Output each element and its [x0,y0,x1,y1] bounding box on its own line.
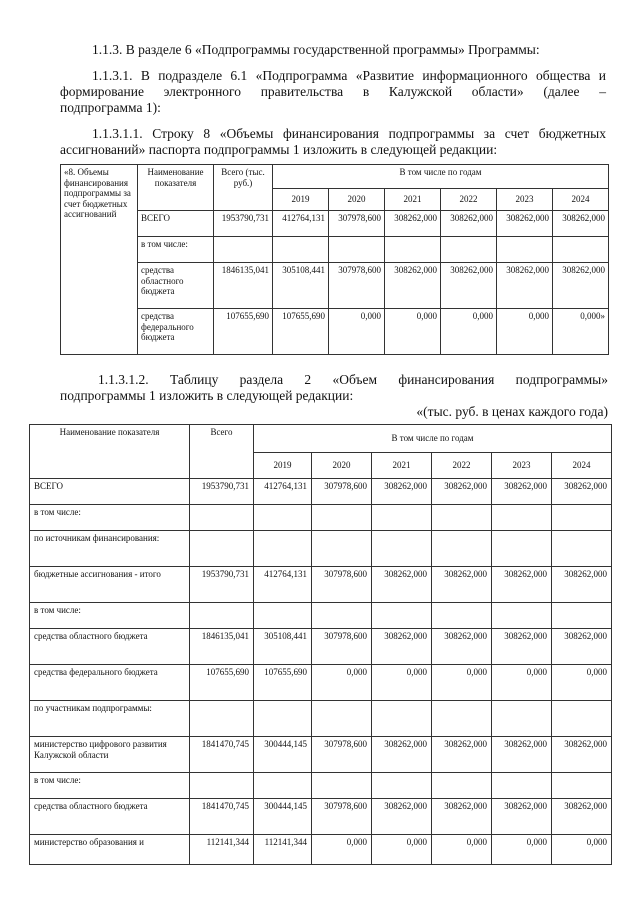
year-header: 2021 [385,189,441,211]
row-name: министерство образования и [30,835,190,865]
row-total [190,531,254,567]
row-name: в том числе: [138,237,214,263]
header-years: В том числе по годам [254,425,612,453]
table-row [30,701,612,737]
cell: 308262,000 [372,567,432,603]
cell [432,773,492,799]
cell: 307978,600 [329,211,385,237]
paragraph-1-1-3-1 [60,68,606,116]
cell [553,237,609,263]
table-row [30,773,612,799]
cell: 0,000 [385,309,441,355]
cell: 308262,000 [385,263,441,309]
cell: 308262,000 [492,567,552,603]
paragraph-line: подпрограммы 1 изложить в следующей редакции: [60,388,354,403]
cell: 412764,131 [254,567,312,603]
row-total: 1846135,041 [190,629,254,665]
paragraph-1-1-3 [92,42,592,58]
cell: 107655,690 [254,665,312,701]
cell: 308262,000 [372,629,432,665]
cell: 307978,600 [312,479,372,505]
cell: 107655,690 [273,309,329,355]
cell: 308262,000 [497,263,553,309]
cell: 308262,000 [432,567,492,603]
year-header: 2020 [312,453,372,479]
year-header: 2023 [497,189,553,211]
cell: 308262,000 [432,737,492,773]
cell [372,531,432,567]
row-total: 1953790,731 [190,567,254,603]
year-header: 2019 [254,453,312,479]
cell: 308262,000 [497,211,553,237]
cell [432,701,492,737]
cell: 0,000 [497,309,553,355]
year-header: 2020 [329,189,385,211]
table-row [30,737,612,773]
cell [552,701,612,737]
cell: 308262,000 [492,799,552,835]
row-name: ВСЕГО [30,479,190,505]
cell [552,505,612,531]
table-row [30,531,612,567]
row-name: средства областного бюджета [30,799,190,835]
row-total: 1841470,745 [190,737,254,773]
cell [492,603,552,629]
cell [312,505,372,531]
year-header: 2024 [552,453,612,479]
cell: 307978,600 [312,737,372,773]
cell [254,773,312,799]
header-total: Всего (тыс. руб.) [214,165,273,211]
cell [385,237,441,263]
cell [273,237,329,263]
row-total [190,701,254,737]
cell: 412764,131 [273,211,329,237]
cell: 308262,000 [385,211,441,237]
row-name: средства федерального бюджета [138,309,214,355]
row-name: министерство цифрового развития Калужской области [30,737,190,773]
row-total: 107655,690 [190,665,254,701]
paragraph-line: 1.1.3.1. В подразделе 6.1 «Подпрограмма «Развитие информационного общества и [92,68,606,83]
header-name: Наименование показателя [138,165,214,211]
cell: 300444,145 [254,799,312,835]
cell [441,237,497,263]
paragraph-text: 1.1.3. В разделе 6 «Подпрограммы государственной программы» Программы: [92,42,540,57]
cell: 0,000 [552,835,612,865]
cell: 0,000 [492,835,552,865]
cell: 0,000 [441,309,497,355]
row-total [214,237,273,263]
table-row [30,835,612,865]
year-header: 2022 [441,189,497,211]
paragraph-line: формирование электронного правительства в Калужской области» (далее – [60,84,606,99]
cell: 308262,000 [552,629,612,665]
row-total: 1846135,041 [214,263,273,309]
cell: 112141,344 [254,835,312,865]
cell: 307978,600 [312,799,372,835]
table-row [30,629,612,665]
cell: 308262,000 [492,737,552,773]
cell: 308262,000 [432,479,492,505]
row-total [190,603,254,629]
row-name: средства областного бюджета [138,263,214,309]
row-total: 107655,690 [214,309,273,355]
paragraph-1-1-3-1-2 [60,372,608,404]
cell [492,701,552,737]
cell: 0,000 [552,665,612,701]
row-name: средства областного бюджета [30,629,190,665]
cell: 308262,000 [552,737,612,773]
cell: 0,000 [372,665,432,701]
cell [372,505,432,531]
table-row [30,479,612,505]
cell: 308262,000 [552,567,612,603]
cell [254,531,312,567]
row-name: в том числе: [30,773,190,799]
cell [372,773,432,799]
cell [432,531,492,567]
cell: 308262,000 [372,479,432,505]
table-row [30,567,612,603]
year-header: 2021 [372,453,432,479]
cell: 308262,000 [552,479,612,505]
cell [312,773,372,799]
cell: 0,000 [329,309,385,355]
header-years: В том числе по годам [273,165,609,189]
cell: 308262,000 [441,263,497,309]
cell [492,505,552,531]
row-name: в том числе: [30,603,190,629]
cell: 0,000 [492,665,552,701]
cell [254,701,312,737]
paragraph-line: 1.1.3.1.2. Таблицу раздела 2 «Объем финансирования подпрограммы» [98,372,608,387]
row-name: в том числе: [30,505,190,531]
cell: 308262,000 [372,737,432,773]
table-row [30,505,612,531]
year-header: 2023 [492,453,552,479]
units-text: «(тыс. руб. в ценах каждого года) [416,404,608,419]
paragraph-line: ассигнований» паспорта подпрограммы 1 изложить в следующей редакции: [60,142,498,157]
paragraph-line: подпрограмма 1): [60,100,161,115]
cell: 305108,441 [273,263,329,309]
year-header: 2022 [432,453,492,479]
year-header: 2019 [273,189,329,211]
cell [492,531,552,567]
table-row [30,665,612,701]
cell: 412764,131 [254,479,312,505]
passport-financing-table [60,164,609,355]
cell [552,773,612,799]
row-name: ВСЕГО [138,211,214,237]
cell: 0,000 [432,835,492,865]
cell [312,531,372,567]
cell: 308262,000 [553,263,609,309]
cell: 0,000 [372,835,432,865]
header-total: Всего [190,425,254,479]
cell [552,531,612,567]
cell [552,603,612,629]
cell: 308262,000 [372,799,432,835]
header-name: Наименование показателя [30,425,190,479]
cell: 307978,600 [312,567,372,603]
row-total: 1841470,745 [190,799,254,835]
year-header: 2024 [553,189,609,211]
row-total: 1953790,731 [214,211,273,237]
row-name: бюджетные ассигнования - итого [30,567,190,603]
cell: 307978,600 [329,263,385,309]
cell [312,701,372,737]
cell: 308262,000 [492,479,552,505]
paragraph-1-1-3-1-1 [60,126,606,158]
cell [372,701,432,737]
row-total [190,773,254,799]
cell: 308262,000 [553,211,609,237]
cell [492,773,552,799]
cell [497,237,553,263]
cell [254,505,312,531]
cell: 300444,145 [254,737,312,773]
cell [254,603,312,629]
cell [312,603,372,629]
paragraph-line: 1.1.3.1.1. Строку 8 «Объемы финансирования подпрограммы за счет бюджетных [92,126,606,141]
cell: 0,000 [312,835,372,865]
financing-table-body [30,479,612,865]
cell: 0,000 [312,665,372,701]
financing-table [29,424,612,865]
cell: 307978,600 [312,629,372,665]
row-name: по участникам подпрограммы: [30,701,190,737]
cell [432,505,492,531]
cell: 308262,000 [432,629,492,665]
units-note [300,404,608,420]
passport-row-label: «8. Объемы финансирования подпрограммы за счет бюджетных ассигнований [61,165,138,355]
cell [329,237,385,263]
row-total [190,505,254,531]
row-name: по источникам финансирования: [30,531,190,567]
table-row [30,603,612,629]
cell: 308262,000 [492,629,552,665]
row-total: 1953790,731 [190,479,254,505]
row-name: средства федерального бюджета [30,665,190,701]
cell: 0,000 [432,665,492,701]
cell: 308262,000 [432,799,492,835]
cell [372,603,432,629]
cell [432,603,492,629]
cell: 0,000» [553,309,609,355]
table-row [30,799,612,835]
cell: 308262,000 [552,799,612,835]
cell: 305108,441 [254,629,312,665]
row-total: 112141,344 [190,835,254,865]
cell: 308262,000 [441,211,497,237]
